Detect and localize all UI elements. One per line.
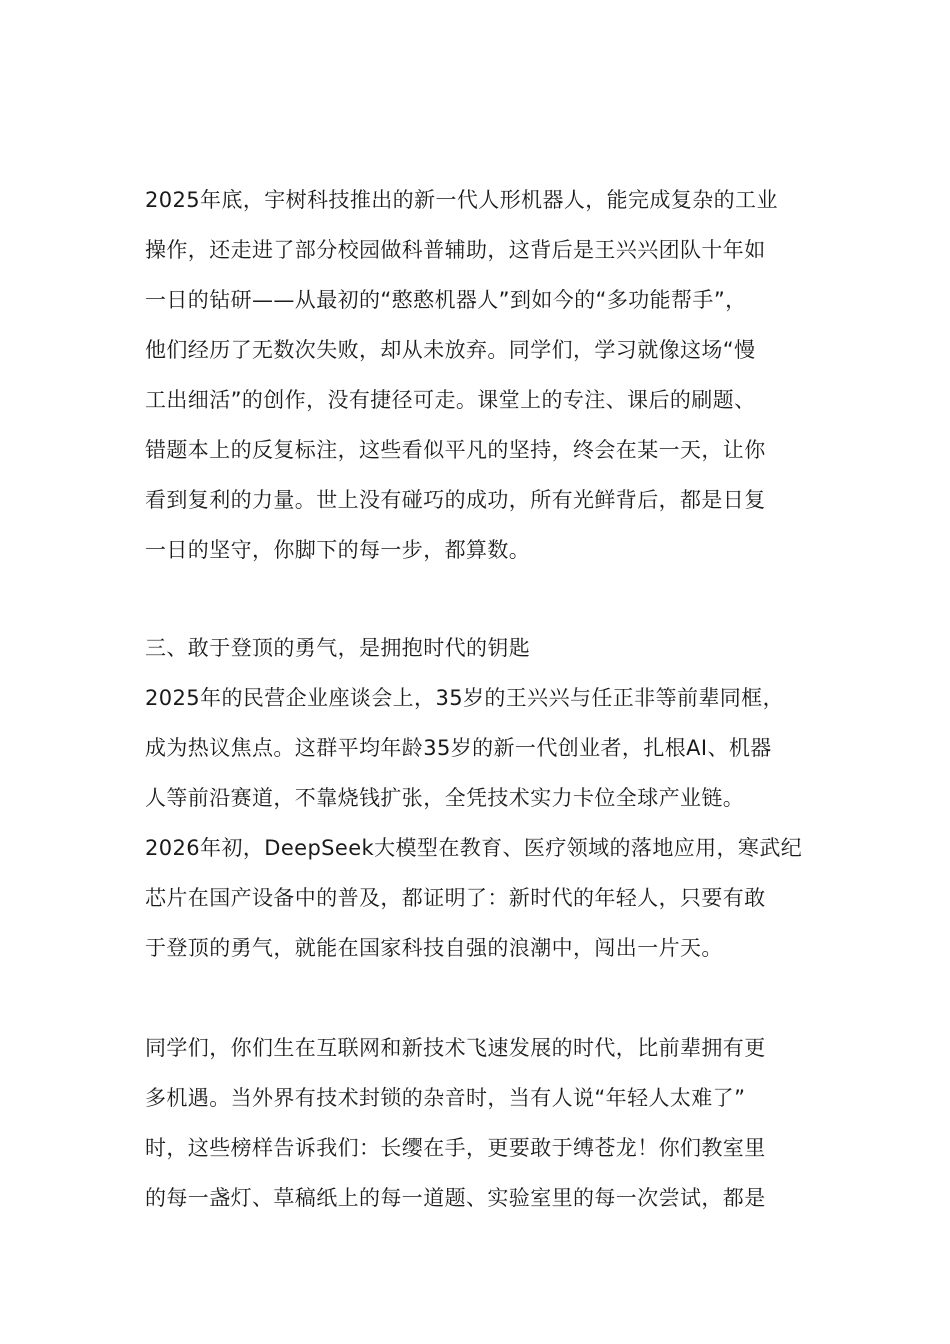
paragraph-1-line-3: 一日的钻研——从最初的“憨憨机器人”到如今的“多功能帮手”，	[145, 288, 747, 312]
paragraph-1-line-8: 一日的坚守，你脚下的每一步，都算数。	[145, 538, 531, 562]
paragraph-2-line-5: 芯片在国产设备中的普及，都证明了：新时代的年轻人，只要有敢	[145, 886, 766, 910]
paragraph-2-line-3: 人等前沿赛道，不靠烧钱扩张，全凭技术实力卡位全球产业链。	[145, 786, 745, 810]
paragraph-1-line-7: 看到复利的力量。世上没有碰巧的成功，所有光鲜背后，都是日复	[145, 488, 766, 512]
paragraph-3-line-2: 多机遇。当外界有技术封锁的杂音时，当有人说“年轻人太难了”	[145, 1086, 746, 1110]
paragraph-2-line-2: 成为热议焦点。这群平均年龄35岁的新一代创业者，扎根AI、机器	[145, 736, 772, 760]
paragraph-2-line-1: 2025年的民营企业座谈会上，35岁的王兴兴与任正非等前辈同框，	[145, 686, 784, 710]
paragraph-1-line-1: 2025年底，宇树科技推出的新一代人形机器人，能完成复杂的工业	[145, 188, 778, 212]
paragraph-3-line-1: 同学们，你们生在互联网和新技术飞速发展的时代，比前辈拥有更	[145, 1036, 766, 1060]
paragraph-1-line-5: 工出细活”的创作，没有捷径可走。课堂上的专注、课后的刷题、	[145, 388, 756, 412]
paragraph-1-line-4: 他们经历了无数次失败，却从未放弃。同学们，学习就像这场“慢	[145, 338, 756, 362]
section-heading-3: 三、敢于登顶的勇气，是拥抱时代的钥匙	[145, 636, 531, 660]
paragraph-2-line-6: 于登顶的勇气，就能在国家科技自强的浪潮中，闯出一片天。	[145, 936, 723, 960]
paragraph-3-line-4: 的每一盏灯、草稿纸上的每一道题、实验室里的每一次尝试，都是	[145, 1186, 766, 1210]
paragraph-3-line-3: 时，这些榜样告诉我们：长缨在手，更要敢于缚苍龙！你们教室里	[145, 1136, 766, 1160]
paragraph-1-line-2: 操作，还走进了部分校园做科普辅助，这背后是王兴兴团队十年如	[145, 238, 766, 262]
paragraph-2-line-4: 2026年初，DeepSeek大模型在教育、医疗领域的落地应用，寒武纪	[145, 836, 803, 860]
paragraph-1-line-6: 错题本上的反复标注，这些看似平凡的坚持，终会在某一天，让你	[145, 438, 766, 462]
